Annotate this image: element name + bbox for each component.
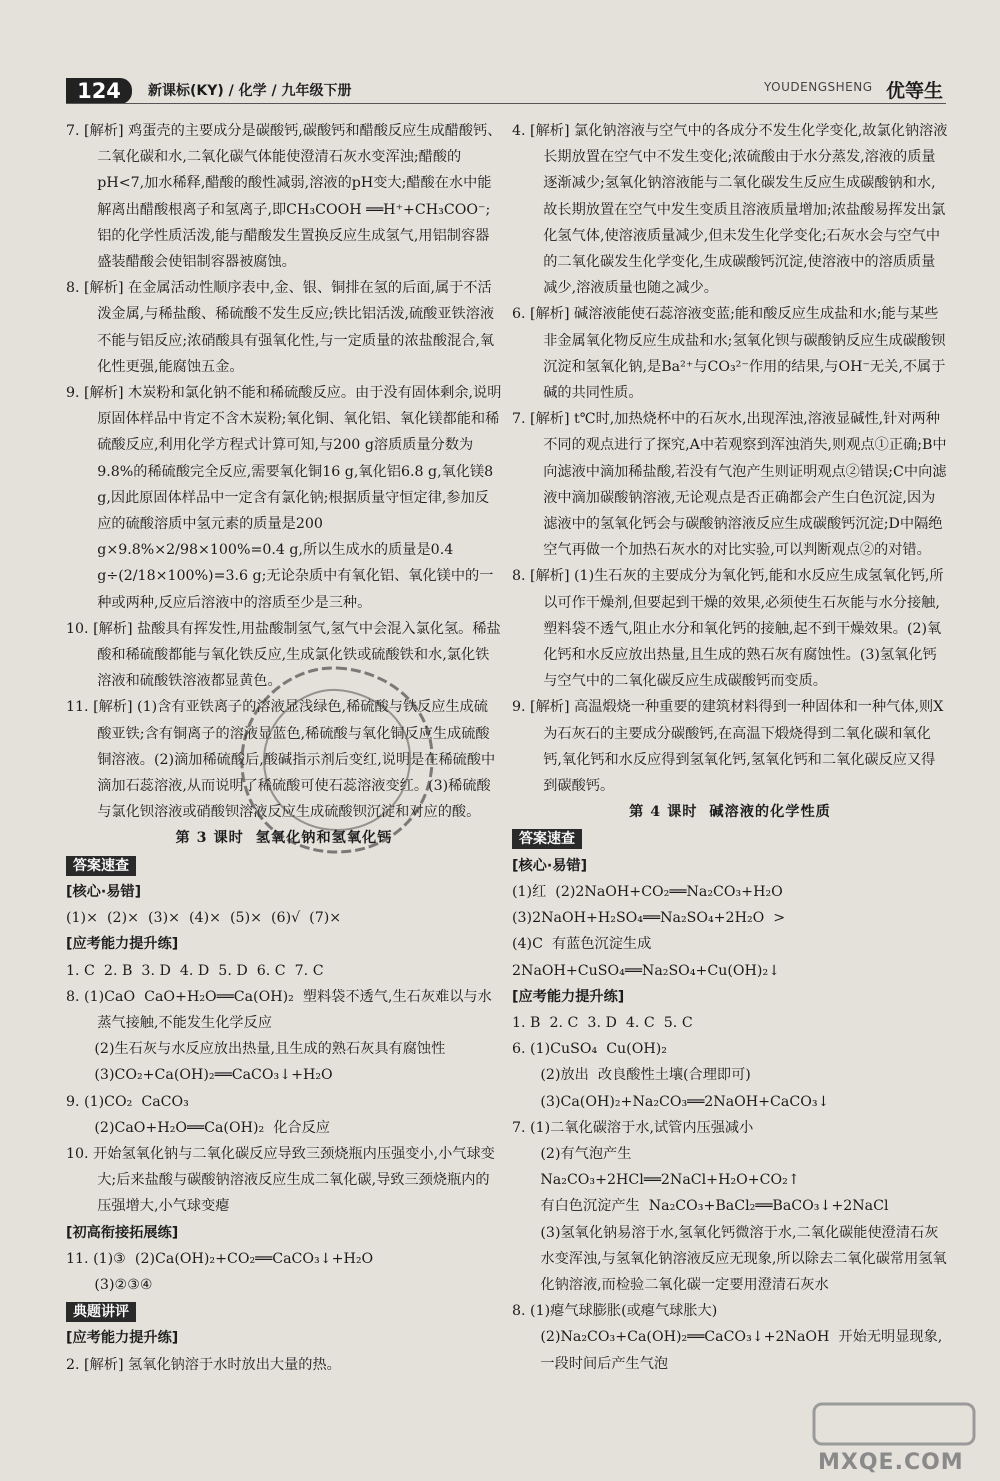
answer-line: 8. (1)CaO CaO+H₂O══Ca(OH)₂ 塑料袋不透气,生石灰难以与水蒸气接触,不能发生化学反应 [66, 988, 492, 1031]
answer-line: 11. (1)③ (2)Ca(OH)₂+CO₂══CaCO₃↓+H₂O [66, 1250, 374, 1267]
answer-item: 9. [解析] 高温煅烧一种重要的建筑材料得到一种固体和一种气体,则X为石灰石的主要成分碳酸钙,在高温下煅烧得到二氧化碳和氧化钙,氧化钙和水反应得到氢氧化钙,氢氧化钙和二氧化碳反应又得到碳酸钙。 [512, 699, 944, 795]
answer-line: (2)CaO+H₂O══Ca(OH)₂ 化合反应 [94, 1119, 330, 1136]
subsection-ability: [应考能力提升练] [66, 936, 179, 953]
answer-line: 1. C 2. B 3. D 4. D 5. D 6. C 7. C [66, 962, 324, 979]
answer-item: 6. [解析] 碱溶液能使石蕊溶液变蓝;能和酸反应生成盐和水;能与某些非金属氧化物反应生成盐和水;氢氧化钡与碳酸钠反应生成碳酸钡沉淀和氢氧化钠,是Ba²⁺与CO₃²⁻作用的结果,与OH⁻无关,不属于碱的共同性质。 [512, 306, 946, 402]
answer-item: 11. [解析] (1)含有亚铁离子的溶液显浅绿色,稀硫酸与铁反应生成硫酸亚铁;含有铜离子的溶液显蓝色,稀硫酸与氧化铜反应生成硫酸铜溶液。(2)滴加稀硫酸后,酸碱指示剂后变红,说明是在稀硫酸中滴加石蕊溶液,从而说明了稀硫酸可使石蕊溶液变红。(3)稀硫酸与氯化钡溶液或硝酸钡溶液反应生成硫酸钡沉淀和对应的酸。 [66, 699, 496, 821]
answer-line: (4)C 有蓝色沉淀生成 [512, 936, 652, 953]
answer-item: 8. [解析] 在金属活动性顺序表中,金、银、铜排在氢的后面,属于不活泼金属,与稀盐酸、稀硫酸不发生反应;铁比铝活泼,硫酸亚铁溶液不能与铝反应;浓硝酸具有强氧化性,与一定质量的浓盐酸混合,氧化性更强,能腐蚀五金。 [66, 280, 495, 375]
section-tag-answers: 答案速查 [66, 856, 136, 876]
answer-item: 9. [解析] 木炭粉和氯化钠不能和稀硫酸反应。由于没有固体剩余,说明原固体样品中肯定不含木炭粉;氧化铜、氧化铝、氧化镁都能和稀硫酸反应,利用化学方程式计算可知,与200 g溶质质量分数为9.8%的稀硫酸完全反应,需要氧化铜16 g,氧化铝6.8 g,氧化镁8 g,因此原固体样品中一定含有氯化钠;根据质量守恒定律,参加反应的硫酸溶质中氢元素的质量是200 g×9.8%×2/98×100%=0.4 g,所以生成水的质量是0.4 g÷(2/18×100%)=3.6 g;无论杂质中有氧化铝、氧化镁中的一种或两种,反应后溶液中的溶质至少是三种。 [66, 385, 502, 611]
page-header [0, 0, 1000, 110]
subsection-core: [核心·易错] [66, 883, 142, 900]
answer-line: (3)CO₂+Ca(OH)₂══CaCO₃↓+H₂O [94, 1067, 333, 1084]
header-rule [66, 103, 946, 104]
answer-line: 9. (1)CO₂ CaCO₃ [66, 1093, 189, 1110]
answer-line: 8. (1)瘪气球膨胀(或瘪气球胀大) [512, 1303, 718, 1320]
page-number: 124 [66, 78, 132, 104]
answer-item: 7. [解析] 鸡蛋壳的主要成分是碳酸钙,碳酸钙和醋酸反应生成醋酸钙、二氧化碳和水,二氧化碳气体能使澄清石灰水变浑浊;醋酸的pH<7,加水稀释,醋酸的酸性减弱,溶液的pH变大;醋酸在水中能解离出醋酸根离子和氢离子,即CH₃COOH ══H⁺+CH₃COO⁻;铝的化学性质活泼,能与醋酸发生置换反应生成氢气,用铝制容器盛装醋酸会使铝制容器被腐蚀。 [66, 123, 502, 271]
subsection-core: [核心·易错] [512, 857, 588, 874]
answer-line: (3)2NaOH+H₂SO₄══Na₂SO₄+2H₂O > [512, 910, 786, 927]
answer-line: 1. B 2. C 3. D 4. C 5. C [512, 1014, 693, 1031]
answer-line: 有白色沉淀产生 Na₂CO₃+BaCl₂══BaCO₃↓+2NaCl [540, 1198, 889, 1215]
answer-line: (1)红 (2)2NaOH+CO₂══Na₂CO₃+H₂O [512, 883, 783, 900]
answer-line: Na₂CO₃+2HCl══2NaCl+H₂O+CO₂↑ [540, 1172, 800, 1189]
answer-item: 7. [解析] t℃时,加热烧杯中的石灰水,出现浑浊,溶液显碱性,针对两种不同的观点进行了探究,A中若观察到浑浊消失,则观点①正确;B中向滤液中滴加稀盐酸,若没有气泡产生则证明观点②错误;C中向滤液中滴加碳酸钠溶液,无论观点是否正确都会产生白色沉淀,因为滤液中的氢氧化钙会与碳酸钠溶液反应生成碳酸钙沉淀;D中隔绝空气再做一个加热石灰水的对比实验,可以判断观点②的对错。 [512, 411, 947, 559]
publisher-stamp [232, 660, 442, 860]
answer-line: (1)× (2)× (3)× (4)× (5)× (6)√ (7)× [66, 910, 342, 927]
lesson-title: 第 3 课时 氢氧化钠和氢氧化钙 [175, 830, 393, 847]
answer-line: (3)②③④ [94, 1276, 153, 1293]
answer-line: (3)Ca(OH)₂+Na₂CO₃══2NaOH+CaCO₃↓ [540, 1093, 830, 1110]
book-series: 新课标(KY) / 化学 / 九年级下册 [148, 83, 352, 99]
answer-line: 6. (1)CuSO₄ Cu(OH)₂ [512, 1041, 667, 1058]
answer-line: (2)有气泡产生 [540, 1145, 632, 1162]
answer-item: 4. [解析] 氯化钠溶液与空气中的各成分不发生化学变化,故氯化钠溶液长期放置在空气中不发生变化;浓硫酸由于水分蒸发,溶液的质量逐渐减少;氢氧化钠溶液能与二氧化碳发生反应生成碳酸钠和水,故长期放置在空气中发生变质且溶液质量增加;浓盐酸易挥发出氯化氢气体,使溶液质量减少,但未发生化学变化;石灰水会与空气中的二氧化碳发生化学变化,生成碳酸钙沉淀,使溶液中的溶质质量减少,溶液质量也随之减少。 [512, 123, 948, 297]
answer-line: 7. (1)二氧化碳溶于水,试管内压强减小 [512, 1119, 754, 1136]
subsection-ability: [应考能力提升练] [512, 988, 625, 1005]
right-column [512, 118, 948, 1377]
brand-english: YOUDENGSHENG [764, 80, 873, 94]
answer-line: (2)放出 改良酸性土壤(合理即可) [540, 1067, 751, 1084]
answer-line: 2NaOH+CuSO₄══Na₂SO₄+Cu(OH)₂↓ [512, 962, 781, 979]
answer-line: (2)生石灰与水反应放出热量,且生成的熟石灰具有腐蚀性 [94, 1041, 446, 1058]
section-tag-answers: 答案速查 [512, 829, 582, 849]
brand-chinese: 优等生 [886, 80, 944, 102]
answer-line: 10. 开始氢氧化钠与二氧化碳反应导致三颈烧瓶内压强变小,小气球变大;后来盐酸与碳酸钠溶液反应生成二氧化碳,导致三颈烧瓶内的压强增大,小气球变瘪 [66, 1145, 495, 1215]
watermark-url: MXQE.COM [818, 1450, 964, 1475]
answer-line: (2)Na₂CO₃+Ca(OH)₂══CaCO₃↓+2NaOH 开始无明显现象,一段时间后产生气泡 [540, 1329, 943, 1372]
answer-line: 2. [解析] 氢氧化钠溶于水时放出大量的热。 [66, 1356, 341, 1373]
lesson-title: 第 4 课时 碱溶液的化学性质 [629, 804, 831, 821]
section-tag-examples: 典题讲评 [66, 1302, 136, 1322]
answer-item: 10. [解析] 盐酸具有挥发性,用盐酸制氢气,氢气中会混入氯化氢。稀盐酸和稀硫酸都能与氧化铁反应,生成氯化铁或硫酸铁和水,氯化铁溶液和硫酸铁溶液都显黄色。 [66, 620, 501, 690]
subsection-bridge: [初高衔接拓展练] [66, 1224, 179, 1241]
subsection-ability: [应考能力提升练] [66, 1330, 179, 1347]
answer-item: 8. [解析] (1)生石灰的主要成分为氧化钙,能和水反应生成氢氧化钙,所以可作干燥剂,但要起到干燥的效果,必须使生石灰能与水分接触,塑料袋不透气,阻止水分和氧化钙的接触,起不到干燥效果。(2)氧化钙和水反应放出热量,且生成的熟石灰有腐蚀性。(3)氢氧化钙与空气中的二氧化碳反应生成碳酸钙而变质。 [512, 568, 944, 690]
answer-line: (3)氢氧化钠易溶于水,氢氧化钙微溶于水,二氧化碳能使澄清石灰水变浑浊,与氢氧化钠溶液反应无现象,所以除去二氧化碳常用氢氧化钠溶液,而检验二氧化碳一定要用澄清石灰水 [540, 1224, 947, 1293]
